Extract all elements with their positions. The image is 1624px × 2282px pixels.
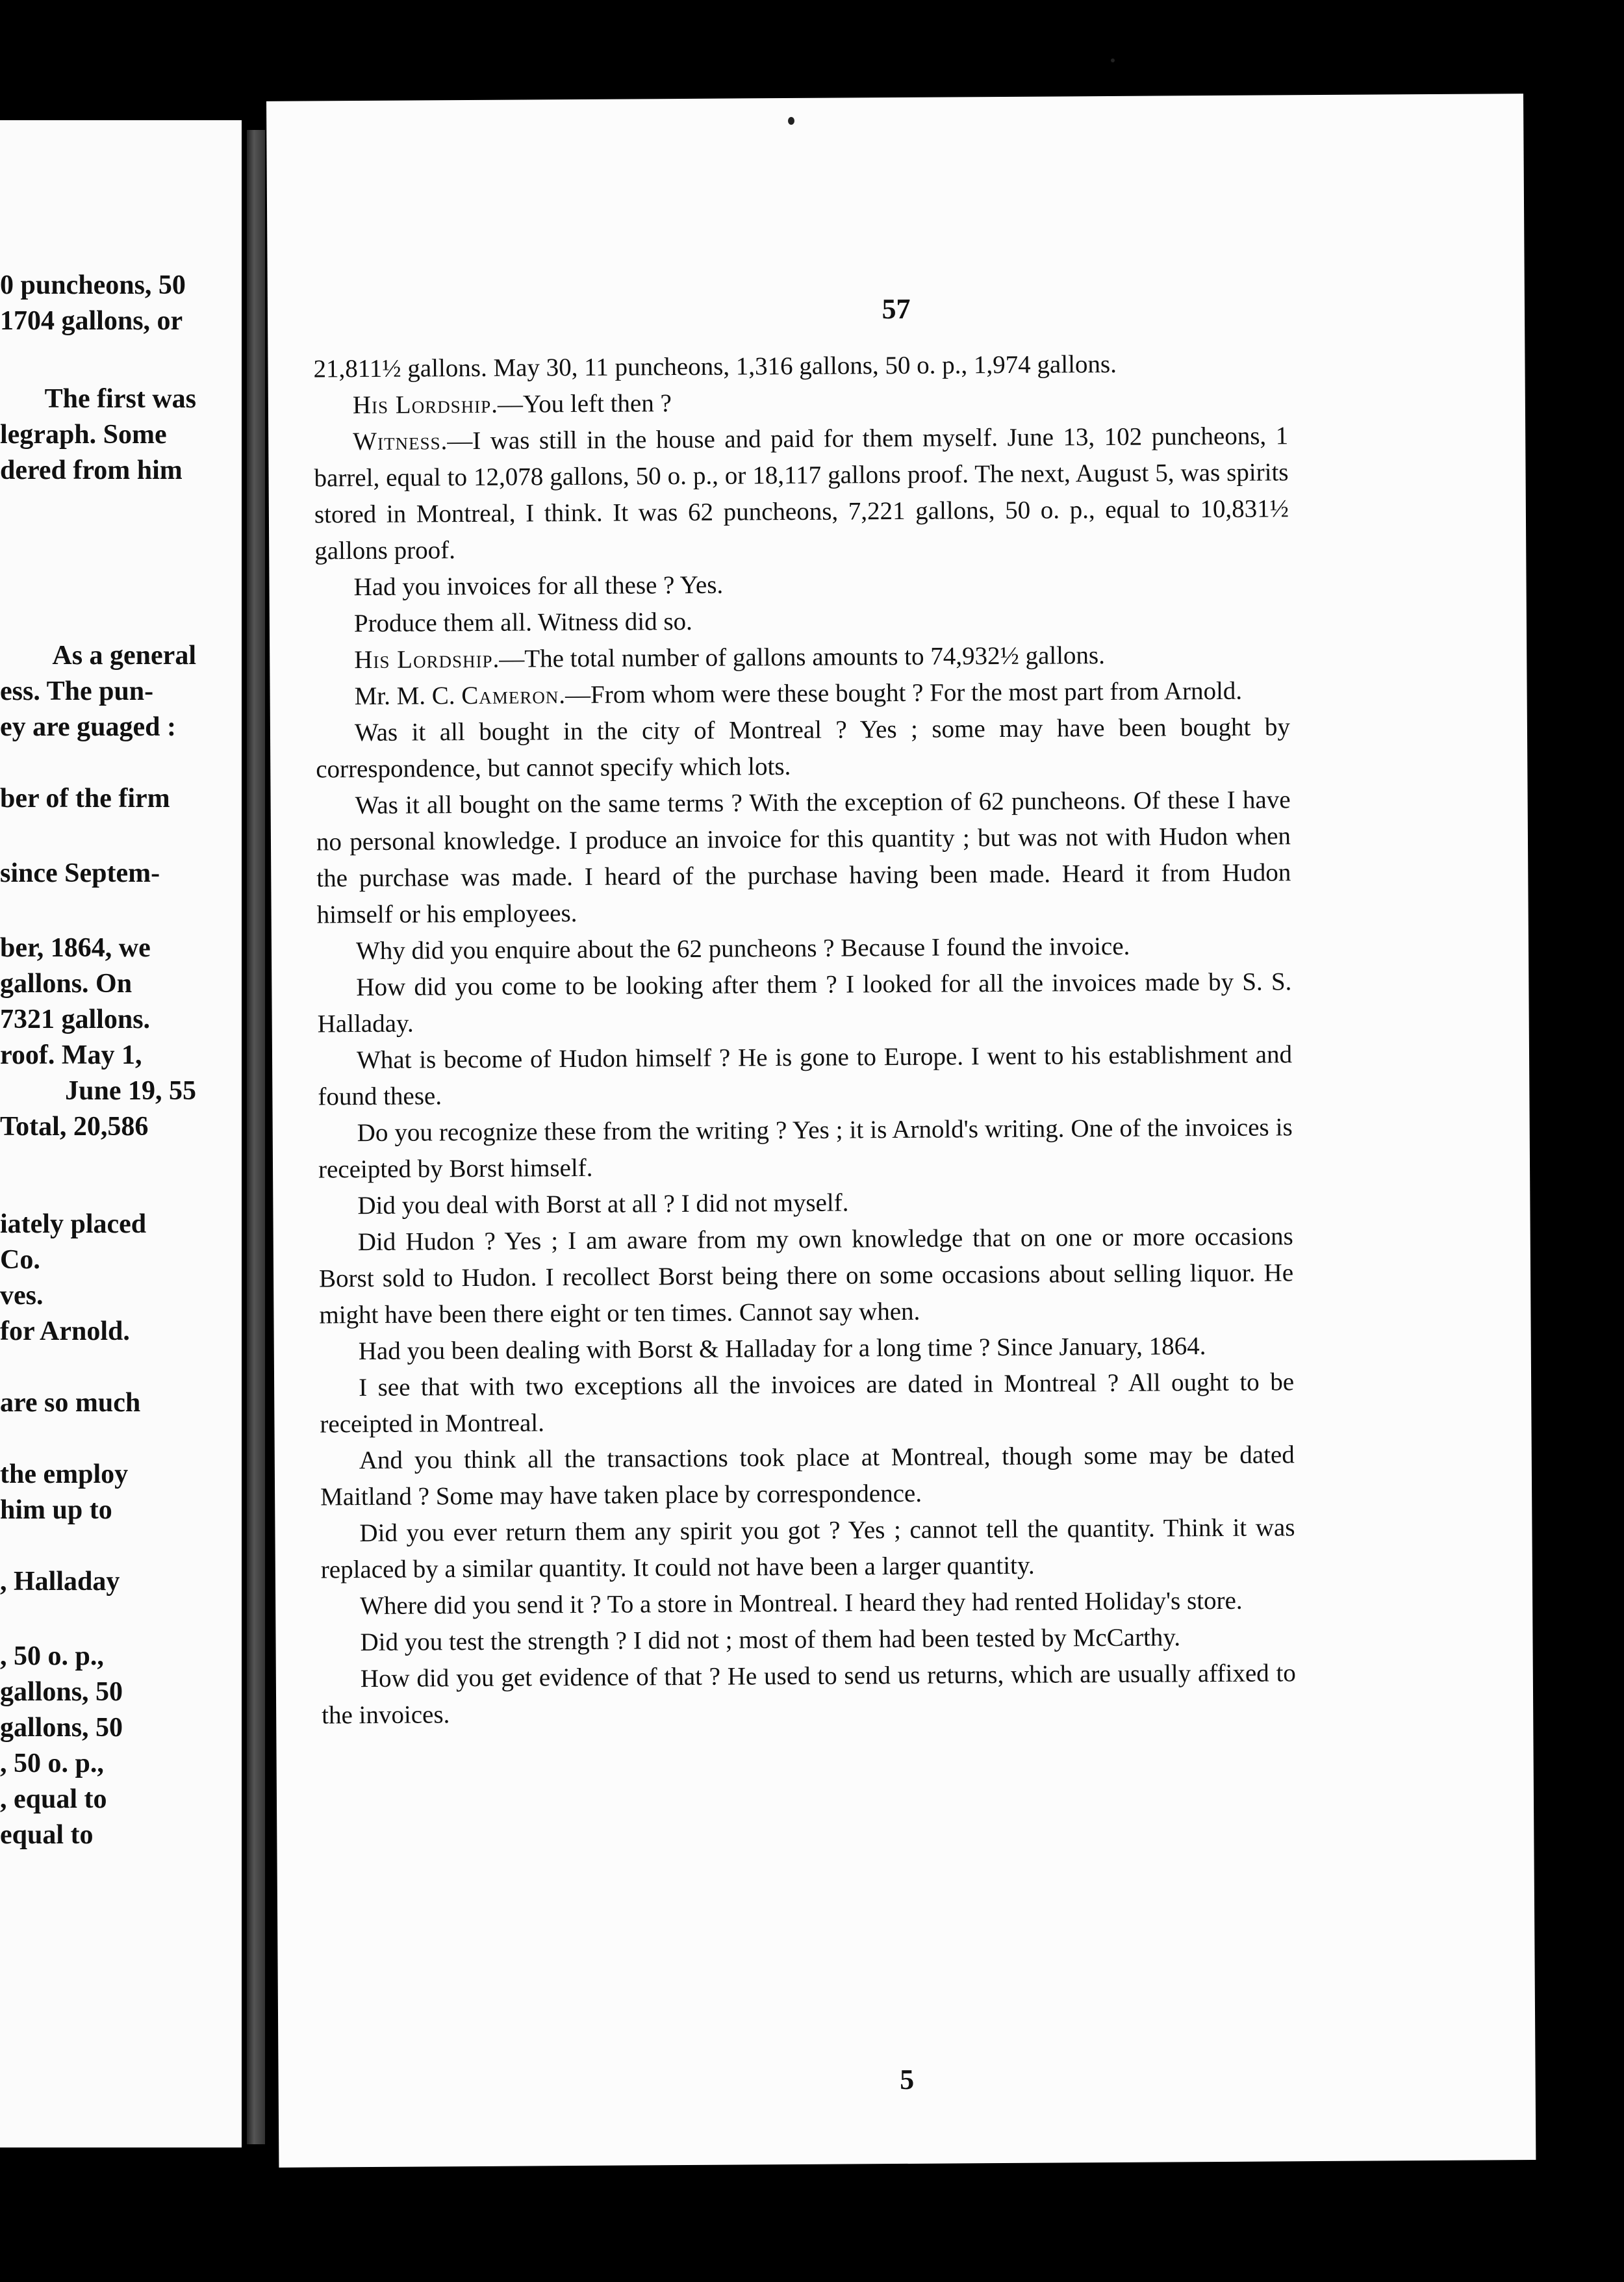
paragraph (315, 636, 1289, 678)
paragraph-text: How did you come to be looking after them ? I looked for all the invoices made by S. S. Halladay. (317, 968, 1292, 1038)
left-page-line: equal to (0, 1820, 94, 1850)
paragraph (320, 1364, 1295, 1442)
paragraph-text: What is become of Hudon himself ? He is gone to Europe. I went to his establishment and found these. (318, 1040, 1293, 1111)
paragraph-text: Was it all bought in the city of Montreal ? Yes ; some may have been bought by correspondence, but cannot specify which lots. (316, 713, 1291, 784)
speck-mark (788, 117, 794, 125)
paragraph (319, 1218, 1294, 1333)
paragraph-text: .—I was still in the house and paid for them myself. June 13, 102 puncheons, 1 barrel, equal to 12,078 gallons, 50 o. p., or 18,117 gallons proof. The next, August 5, was spirits stored in Montreal, I think. It was 62 puncheons, 7,221 gallons, 50 o. p., equal to 10,831½ gallons proof. (314, 422, 1289, 565)
book-gutter (247, 130, 265, 2144)
paragraph-text: Did you deal with Borst at all ? I did not myself. (357, 1188, 849, 1220)
left-page-line: legraph. Some (0, 420, 167, 450)
paragraph (316, 782, 1291, 933)
left-page-line: As a general (52, 641, 196, 671)
paragraph (316, 709, 1291, 788)
paragraph (318, 1109, 1293, 1188)
paragraph (317, 964, 1292, 1042)
left-page-line: 7321 gallons. (0, 1005, 151, 1034)
left-page-line: are so much (0, 1388, 141, 1418)
left-page-line: the employ (0, 1459, 129, 1489)
left-page-line: , 50 o. p., (0, 1749, 104, 1778)
paragraph (314, 563, 1289, 606)
paragraph-text: Where did you send it ? To a store in Montreal. I heard they had rented Holiday's store. (360, 1586, 1243, 1621)
left-page-line: Total, 20,586 (0, 1112, 149, 1142)
left-page-fragment (0, 120, 242, 2147)
paragraph-text: Did you ever return them any spirit you got ? Yes ; cannot tell the quantity. Think it was replaced by a similar quantity. It could not have been a larger quantity. (320, 1513, 1295, 1584)
paragraph (315, 600, 1289, 642)
paragraph-text: Was it all bought on the same terms ? With the exception of 62 puncheons. Of these I have no personal knowledge. I produce an invoice for this quantity ; but was not with Hudon when the purchase was made. I heard of the purchase having been made. Heard it from Hudon himself or his employees. (316, 786, 1291, 929)
paragraph-text: Why did you enquire about the 62 puncheons ? Because I found the invoice. (355, 932, 1130, 966)
paragraph (315, 673, 1289, 715)
left-page-line: 0 puncheons, 50 (0, 270, 186, 300)
paragraph-text: Did Hudon ? Yes ; I am aware from my own knowledge that on one or more occasions Borst sold to Hudon. I recollect Borst being there on some occasions about selling liquor. He might have been there eight or ten times. Cannot say when. (318, 1222, 1294, 1329)
paragraph (321, 1619, 1295, 1661)
paragraph-text: .—From whom were these bought ? For the most part from Arnold. (559, 676, 1243, 710)
left-page-line: 1704 gallons, or (0, 306, 183, 336)
paragraph (318, 1036, 1293, 1115)
paragraph-text: .—The total number of gallons amounts to 74,932½ gallons. (492, 641, 1106, 673)
right-page (266, 94, 1536, 2168)
left-page-line: gallons, 50 (0, 1713, 123, 1743)
signature-mark: 5 (899, 2063, 915, 2096)
left-page-line: roof. May 1, (0, 1040, 142, 1070)
paragraph-text: 21,811½ gallons. May 30, 11 puncheons, 1,316 gallons, 50 o. p., 1,974 gallons. (313, 350, 1117, 383)
paragraph (314, 381, 1288, 424)
left-page-line: ey are guaged : (0, 712, 177, 742)
paragraph (320, 1327, 1294, 1370)
paragraph-text: And you think all the transactions took place at Montreal, though some may be dated Maitland ? Some may have taken place by correspondence. (320, 1441, 1295, 1511)
paragraph-text: Did you test the strength ? I did not ; most of them had been tested by McCarthy. (360, 1623, 1181, 1657)
paragraph (317, 927, 1291, 969)
left-page-line: The first was (44, 384, 196, 414)
paragraph-text: .—You left then ? (491, 389, 672, 418)
page-body-text (313, 345, 1296, 1734)
left-page-line: ber, 1864, we (0, 933, 151, 963)
paragraph (313, 345, 1288, 387)
speaker-name: Cameron (461, 681, 559, 710)
left-page-line: Co. (0, 1245, 40, 1275)
speaker-name: Witness (353, 427, 441, 456)
paragraph-text: I see that with two exceptions all the invoices are dated in Montreal ? All ought to be receipted in Montreal. (320, 1368, 1295, 1439)
paragraph (322, 1655, 1297, 1734)
paragraph-text: Mr. M. C. (354, 682, 462, 711)
left-page-line: since Septem- (0, 858, 160, 888)
left-page-line: , Halladay (0, 1567, 120, 1596)
paragraph (321, 1582, 1295, 1624)
left-page-line: iately placed (0, 1209, 147, 1239)
paragraph-text: How did you get evidence of that ? He used to send us returns, which are usually affixed to the invoices. (322, 1659, 1296, 1730)
speaker-name: His Lordship (352, 390, 492, 420)
left-page-line: , equal to (0, 1784, 107, 1814)
left-page-line: dered from him (0, 455, 183, 485)
left-page-line: for Arnold. (0, 1316, 130, 1346)
left-page-line: June 19, 55 (65, 1076, 196, 1106)
paragraph (314, 418, 1289, 569)
left-page-line: gallons. On (0, 969, 133, 999)
paragraph-text: Do you recognize these from the writing ? Yes ; it is Arnold's writing. One of the invoices is receipted by Borst himself. (318, 1113, 1293, 1184)
speaker-name: His Lordship (354, 645, 493, 674)
left-page-line: ess. The pun- (0, 676, 154, 706)
left-page-line: ves. (0, 1281, 44, 1311)
paragraph-text: Had you been dealing with Borst & Halladay for a long time ? Since January, 1864. (358, 1332, 1206, 1366)
paragraph-text: Produce them all. Witness did so. (353, 607, 692, 638)
left-page-line: him up to (0, 1495, 112, 1525)
left-page-line: ber of the firm (0, 784, 170, 814)
paragraph (320, 1437, 1295, 1515)
left-page-line: , 50 o. p., (0, 1641, 104, 1671)
page-number: 57 (882, 292, 911, 326)
paragraph (318, 1182, 1293, 1224)
speck-mark (1111, 58, 1115, 62)
left-page-line: gallons, 50 (0, 1677, 123, 1707)
paragraph (320, 1509, 1295, 1588)
paragraph-text: Had you invoices for all these ? Yes. (353, 570, 724, 602)
